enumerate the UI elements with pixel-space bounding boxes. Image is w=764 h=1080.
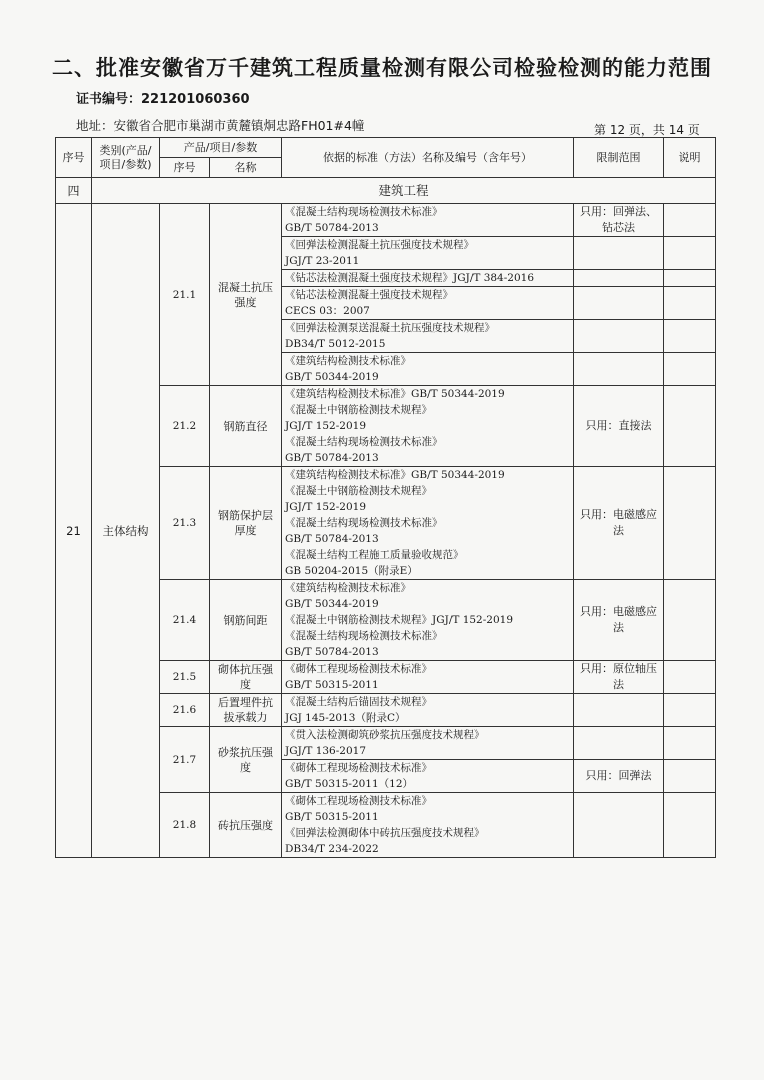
item-id: 21.6	[160, 694, 210, 727]
header-limit: 限制范围	[574, 138, 664, 178]
standard-line: GB/T 50344-2019	[285, 598, 379, 610]
limit-cell	[574, 320, 664, 353]
limit-cell: 只用：回弹法	[574, 760, 664, 793]
item-id: 21.5	[160, 661, 210, 694]
item-id: 21.2	[160, 386, 210, 467]
standard-line: 《混凝土结构现场检测技术标准》	[285, 436, 443, 448]
table-row	[56, 204, 716, 237]
standard-line: 《砌体工程现场检测技术标准》	[285, 762, 433, 774]
standard-line: 《混凝土中钢筋检测技术规程》	[285, 404, 433, 416]
standard-cell	[282, 237, 574, 270]
standard-line: 《混凝土中钢筋检测技术规程》JGJ/T 152-2019	[285, 614, 514, 626]
note-cell	[664, 353, 716, 386]
note-cell	[664, 287, 716, 320]
standard-line: GB/T 50784-2013	[285, 222, 379, 234]
limit-cell: 只用：直接法	[574, 386, 664, 467]
item-name: 砌体抗压强度	[210, 661, 282, 694]
standard-line: JGJ/T 152-2019	[285, 501, 367, 513]
header-seq: 序号	[56, 138, 92, 178]
standard-line: GB/T 50344-2019	[285, 371, 379, 383]
standard-line: 《回弹法检测砌体中砖抗压强度技术规程》	[285, 827, 485, 839]
standard-line: 《建筑结构检测技术标准》	[285, 355, 412, 367]
address: 地址：安徽省合肥市巢湖市黄麓镇烔忠路FH01#4幢	[76, 118, 365, 133]
limit-cell: 只用：回弹法、钻芯法	[574, 204, 664, 237]
note-cell	[664, 467, 716, 580]
note-cell	[664, 320, 716, 353]
standard-line: 《钻芯法检测混凝土强度技术规程》	[285, 289, 454, 301]
standard-line: DB34/T 234-2022	[285, 843, 379, 855]
note-cell	[664, 793, 716, 858]
standard-cell	[282, 287, 574, 320]
item-id: 21.7	[160, 727, 210, 793]
standard-line: GB/T 50784-2013	[285, 533, 379, 545]
standard-cell	[282, 760, 574, 793]
standard-line: 《砌体工程现场检测技术标准》	[285, 663, 433, 675]
standard-line: GB/T 50315-2011（12）	[285, 778, 414, 790]
section-title: 建筑工程	[92, 178, 716, 204]
standard-cell	[282, 270, 574, 287]
standard-line: 《混凝土结构工程施工质量验收规范》	[285, 549, 464, 561]
standard-line: 《砌体工程现场检测技术标准》	[285, 795, 433, 807]
limit-cell: 只用：原位轴压法	[574, 661, 664, 694]
table-body	[56, 178, 716, 858]
header-product-name: 名称	[210, 158, 282, 178]
main-item-category: 主体结构	[92, 204, 160, 858]
limit-cell	[574, 727, 664, 760]
header-product-seq: 序号	[160, 158, 210, 178]
standard-cell	[282, 580, 574, 661]
limit-cell	[574, 694, 664, 727]
standard-line: JGJ/T 136-2017	[285, 745, 367, 757]
capability-table	[55, 137, 716, 858]
standard-line: GB/T 50315-2011	[285, 811, 379, 823]
section-number: 四	[56, 178, 92, 204]
standard-line: 《建筑结构检测技术标准》	[285, 582, 412, 594]
item-name: 后置埋件抗拔承载力	[210, 694, 282, 727]
standard-line: JGJ 145-2013（附录C）	[285, 712, 406, 724]
item-id: 21.8	[160, 793, 210, 858]
note-cell	[664, 237, 716, 270]
main-item-seq: 21	[56, 204, 92, 858]
note-cell	[664, 727, 716, 760]
standard-cell	[282, 353, 574, 386]
standard-line: 《混凝土结构现场检测技术标准》	[285, 630, 443, 642]
standard-line: 《混凝土中钢筋检测技术规程》	[285, 485, 433, 497]
note-cell	[664, 580, 716, 661]
item-name: 砖抗压强度	[210, 793, 282, 858]
page-title: 二、批准安徽省万千建筑工程质量检测有限公司检验检测的能力范围	[52, 56, 712, 80]
standard-line: 《回弹法检测泵送混凝土抗压强度技术规程》	[285, 322, 496, 334]
item-id: 21.1	[160, 204, 210, 386]
header-standard: 依据的标准（方法）名称及编号（含年号）	[282, 138, 574, 178]
note-cell	[664, 204, 716, 237]
standard-line: GB/T 50784-2013	[285, 452, 379, 464]
item-name: 钢筋保护层厚度	[210, 467, 282, 580]
certificate-number: 证书编号：221201060360	[76, 92, 250, 107]
standard-line: DB34/T 5012-2015	[285, 338, 386, 350]
limit-cell: 只用：电磁感应法	[574, 580, 664, 661]
page-info: 第 12 页，共 14 页	[594, 123, 700, 137]
note-cell	[664, 694, 716, 727]
standard-line: GB/T 50315-2011	[285, 679, 379, 691]
item-name: 钢筋间距	[210, 580, 282, 661]
standard-line: 《回弹法检测混凝土抗压强度技术规程》	[285, 239, 475, 251]
note-cell	[664, 661, 716, 694]
standard-cell	[282, 727, 574, 760]
standard-cell	[282, 467, 574, 580]
standard-line: 《建筑结构检测技术标准》GB/T 50344-2019	[285, 469, 505, 481]
item-name: 混凝土抗压强度	[210, 204, 282, 386]
standard-line: 《混凝土结构现场检测技术标准》	[285, 206, 443, 218]
limit-cell	[574, 287, 664, 320]
limit-cell	[574, 353, 664, 386]
standard-cell	[282, 204, 574, 237]
standard-line: JGJ/T 152-2019	[285, 420, 367, 432]
standard-line: GB/T 50784-2013	[285, 646, 379, 658]
limit-cell	[574, 237, 664, 270]
standard-cell	[282, 661, 574, 694]
note-cell	[664, 270, 716, 287]
limit-cell	[574, 270, 664, 287]
standard-line: 《钻芯法检测混凝土强度技术规程》JGJ/T 384-2016	[285, 272, 535, 284]
standard-line: CECS 03：2007	[285, 305, 370, 317]
item-id: 21.4	[160, 580, 210, 661]
header-note: 说明	[664, 138, 716, 178]
item-id: 21.3	[160, 467, 210, 580]
limit-cell	[574, 793, 664, 858]
standard-cell	[282, 694, 574, 727]
item-name: 钢筋直径	[210, 386, 282, 467]
item-name: 砂浆抗压强度	[210, 727, 282, 793]
standard-line: 《建筑结构检测技术标准》GB/T 50344-2019	[285, 388, 505, 400]
note-cell	[664, 760, 716, 793]
standard-line: GB 50204-2015（附录E）	[285, 565, 418, 577]
standard-line: 《混凝土结构现场检测技术标准》	[285, 517, 443, 529]
limit-cell: 只用：电磁感应法	[574, 467, 664, 580]
standard-line: 《贯入法检测砌筑砂浆抗压强度技术规程》	[285, 729, 485, 741]
standard-cell	[282, 793, 574, 858]
standard-line: 《混凝土结构后锚固技术规程》	[285, 696, 433, 708]
standard-cell	[282, 386, 574, 467]
standard-line: JGJ/T 23-2011	[285, 255, 360, 267]
header-product-group: 产品/项目/参数	[160, 138, 282, 158]
header-category: 类别(产品/项目/参数)	[92, 138, 160, 178]
section-row	[56, 178, 716, 204]
standard-cell	[282, 320, 574, 353]
note-cell	[664, 386, 716, 467]
